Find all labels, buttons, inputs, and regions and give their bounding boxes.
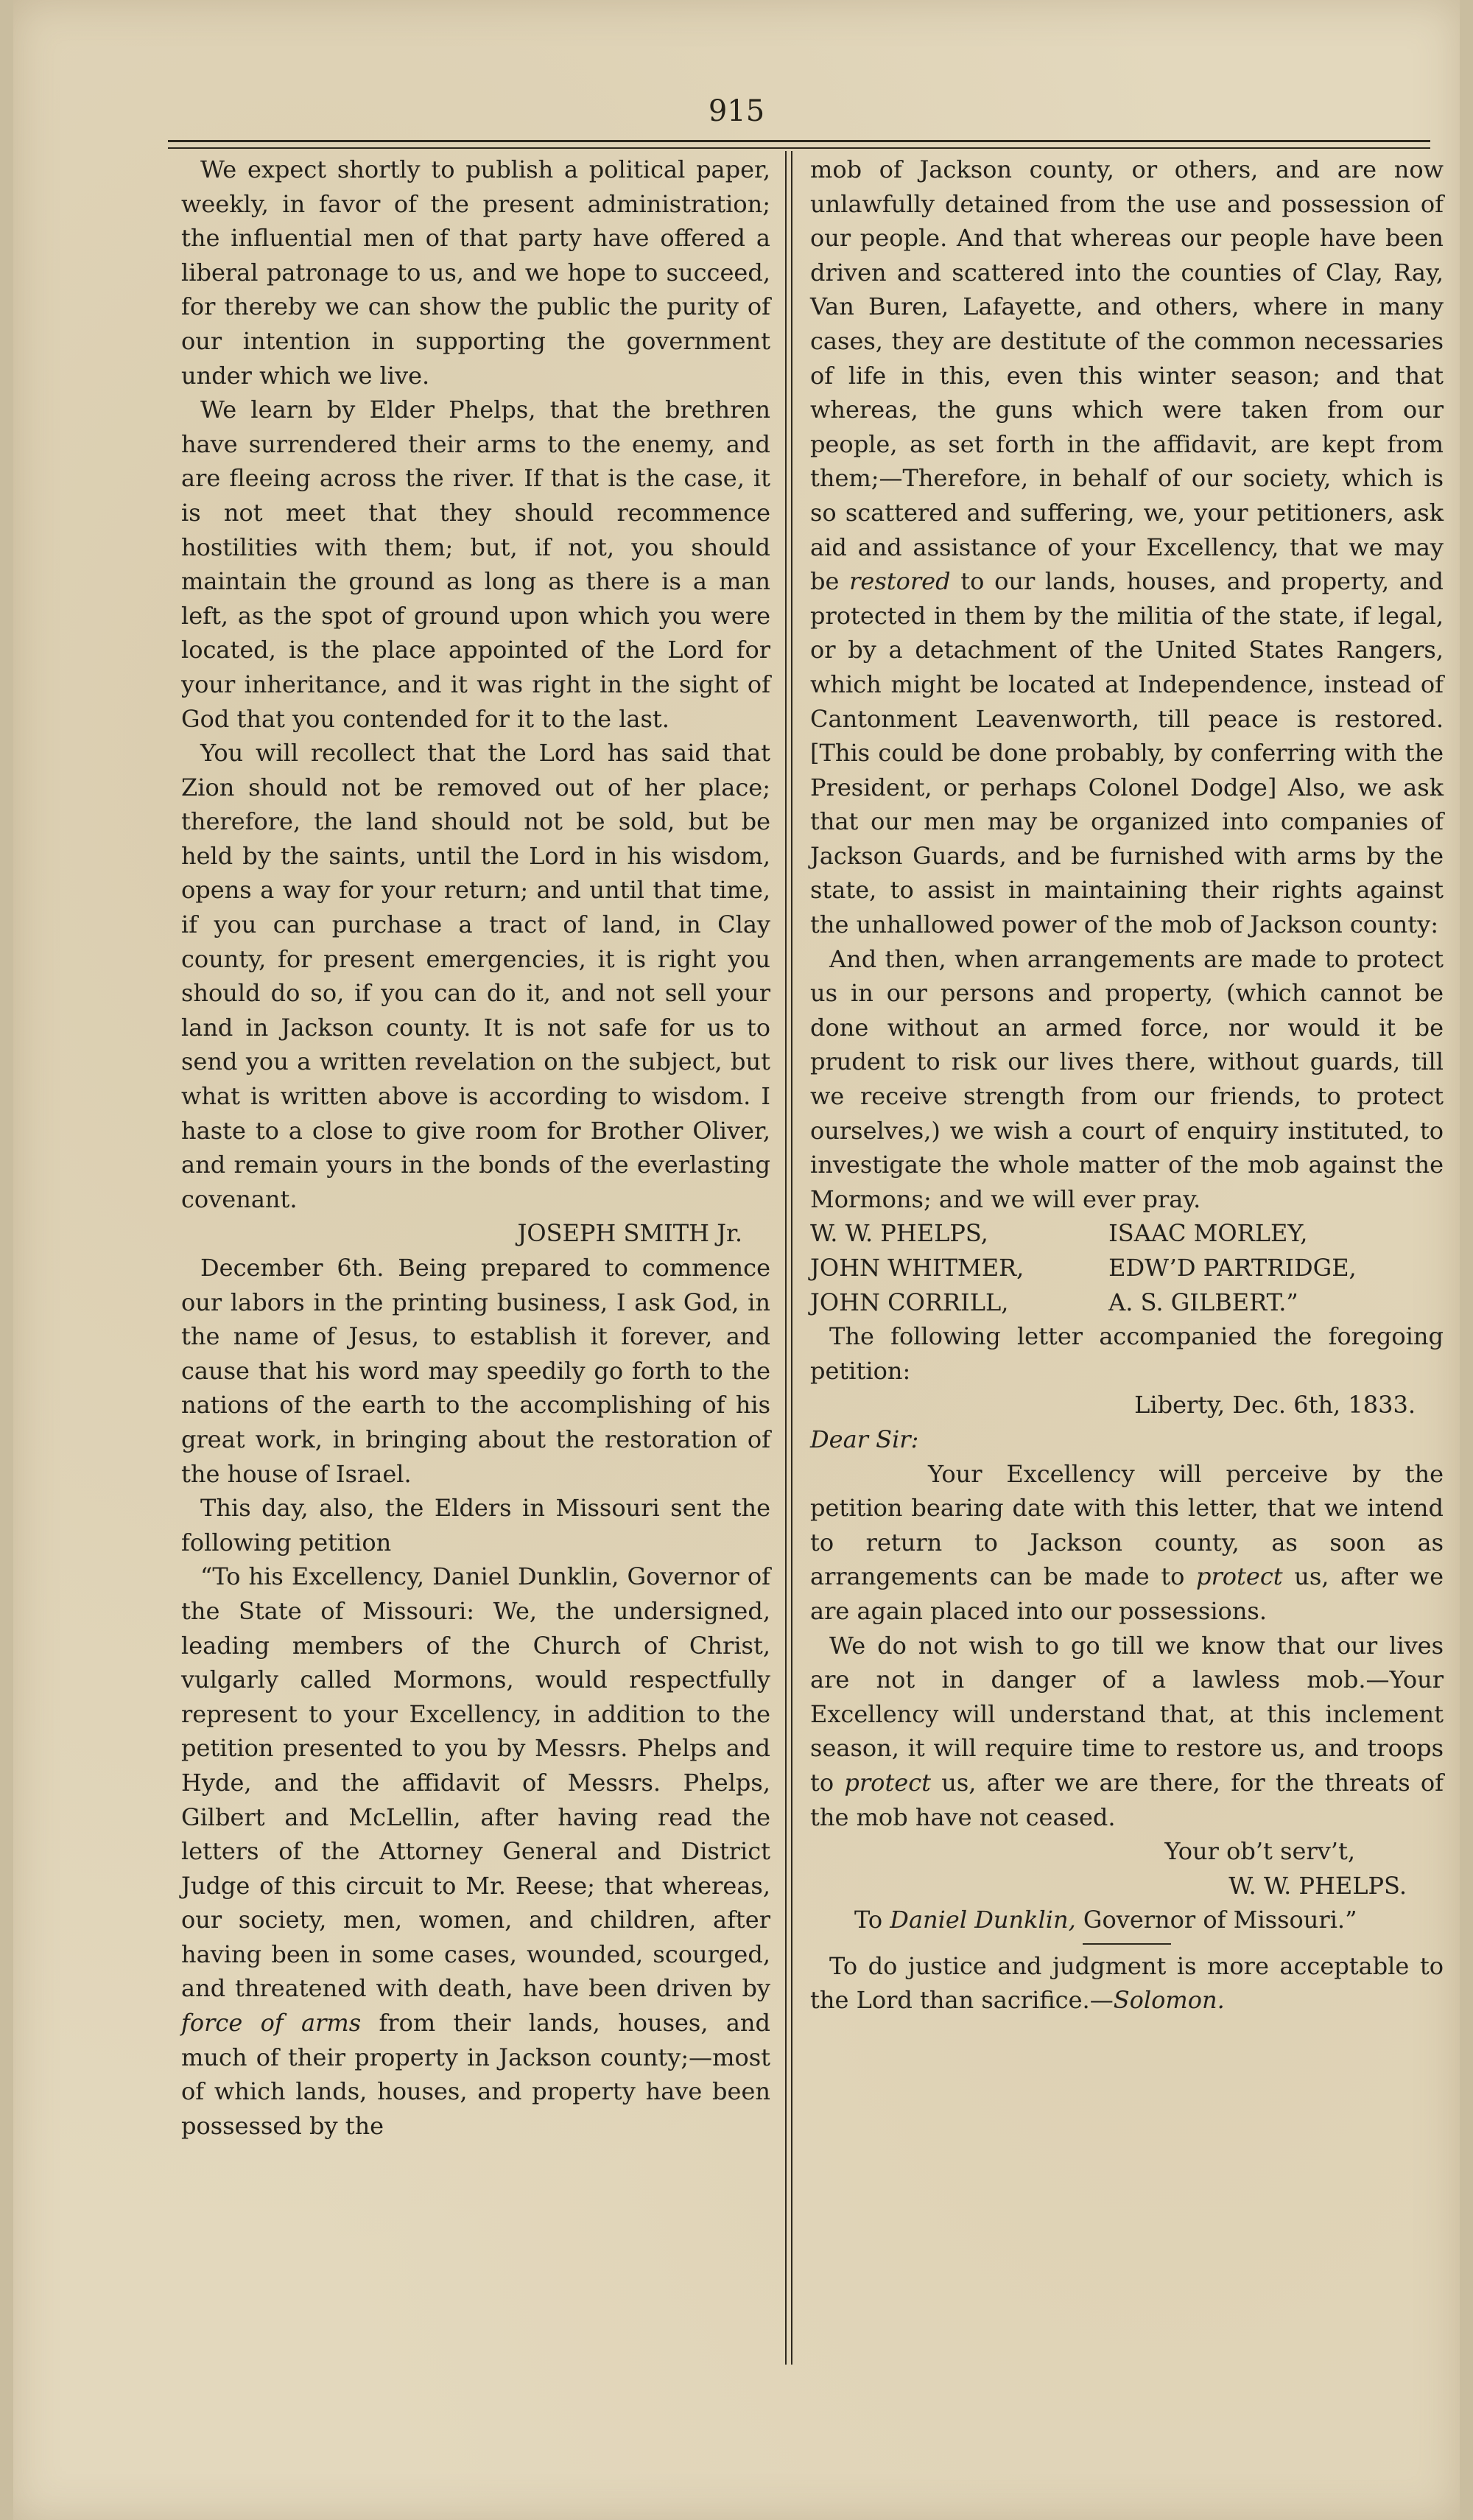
left-column xyxy=(181,152,770,2143)
signer-name: A. S. GILBERT.” xyxy=(1108,1288,1298,1316)
letter-body-2-emphasis: protect xyxy=(844,1768,932,1797)
signer-name: JOHN CORRILL, xyxy=(810,1288,1009,1316)
address-rest: Governor of Missouri.” xyxy=(1075,1906,1357,1934)
petition-cont-text-b: to our lands, houses, and property, and protected in them by the militia of the state, if legal, or by a detachment of the United States Rangers, which might be located at Independence, instead of Cantonment Leavenworth, till peace is restored. [This could be done probably, by conferring with the President, or perhaps Colonel Dodge] Also, we ask that our men may be organized into companies of Jackson Guards, and be furnished with arms by the state, to assist in maintaining their rights against the unhallowed power of the mob of Jackson county: xyxy=(810,567,1444,939)
salutation-text: Dear Sir: xyxy=(810,1425,919,1453)
petition-cont-emphasis: restored xyxy=(849,567,951,596)
letter-closing: Your ob’t serv’t, xyxy=(1164,1837,1355,1866)
letter-body-1-emphasis: protect xyxy=(1196,1562,1283,1591)
paragraph-elder-phelps: We learn by Elder Phelps, that the brethren have surrendered their arms to the enemy, and are fleeing across the river. If that is the case, it is not meet that they should recommence hostilities with them; but, if not, you should maintain the ground as long as there is a man left, as the spot of ground upon which you were located, is the place appointed of the Lord for your inheritance, and it was right in the sight of God that you contended for it to the last. xyxy=(181,396,770,733)
paragraph-december-6th: December 6th. Being prepared to commence our labors in the printing business, I ask God, in the name of Jesus, to establish it forever, and cause that his word may speedily go forth to the nations of the earth to the accomplishing of his great work, in bringing about the restoration of the house of Israel. xyxy=(181,1254,770,1488)
signer-name: EDW’D PARTRIDGE, xyxy=(1108,1254,1357,1282)
paragraph-petition-continued xyxy=(810,152,1444,942)
letter-salutation xyxy=(810,1422,1444,1457)
paragraph-petition-start xyxy=(181,1559,770,2143)
column-divider-second xyxy=(791,151,792,2365)
right-column xyxy=(810,152,1444,2018)
page xyxy=(13,0,1460,2520)
page-number: 915 xyxy=(708,94,765,128)
paragraph-solomon-quote xyxy=(810,1949,1444,2018)
signer-name: ISAAC MORLEY, xyxy=(1108,1219,1308,1248)
signers-row xyxy=(810,1251,1444,1285)
signer-name: JOHN WHITMER, xyxy=(810,1254,1024,1282)
column-divider xyxy=(785,151,787,2365)
signature-joseph-smith: JOSEPH SMITH Jr. xyxy=(517,1219,742,1248)
section-rule xyxy=(1083,1943,1171,1945)
letter-body-1-a: Your Excellency will perceive by the petition bearing date with this letter, that we intend to return to Jackson county, as soon as arrangements can be made to xyxy=(810,1459,1444,1591)
paragraph-letter-intro: The following letter accompanied the foregoing petition: xyxy=(810,1322,1444,1385)
petition-text-b: from their lands, houses, and much of their property in Jackson county;—most of which lands, houses, and property have been possessed by the xyxy=(181,2009,770,2140)
header-rule-thin xyxy=(168,147,1430,149)
letter-body-1-b: us, after we are again placed into our possessions. xyxy=(810,1562,1444,1625)
letter-dateline: Liberty, Dec. 6th, 1833. xyxy=(1134,1391,1416,1419)
signers-table xyxy=(810,1216,1444,1319)
paragraph-court-of-enquiry: And then, when arrangements are made to protect us in our persons and property, (which cannot be done without an armed force, nor would it be prudent to risk our lives there, without guards, till we receive strength from our friends, to protect ourselves,) we wish a court of enquiry instituted, to investigate the whole matter of the mob against the Mormons; and we will ever pray. xyxy=(810,944,1444,1213)
letter-address xyxy=(810,1903,1444,1937)
signers-row xyxy=(810,1285,1444,1320)
paragraph-political-paper: We expect shortly to publish a political paper, weekly, in favor of the present administration; the influential men of that party have offered a liberal patronage to us, and we hope to succeed, for thereby we can show the public the purity of our intention in supporting the government under which we live. xyxy=(181,155,770,390)
letter-signature: W. W. PHELPS. xyxy=(1228,1871,1407,1900)
signer-name: W. W. PHELPS, xyxy=(810,1219,988,1248)
petition-emphasis: force of arms xyxy=(181,2009,362,2038)
signers-row xyxy=(810,1216,1444,1251)
paragraph-letter-body-1 xyxy=(810,1457,1444,1629)
letter-body-2-a: We do not wish to go till we know that our lives are not in danger of a lawless mob.—Your Excellency will understand that, at this inclement season, it will require time to restore us, and troops to xyxy=(810,1631,1444,1797)
paragraph-petition-intro: This day, also, the Elders in Missouri sent the following petition xyxy=(181,1494,770,1556)
petition-text-a: “To his Excellency, Daniel Dunklin, Governor of the State of Missouri: We, the undersigned, leading members of the Church of Christ, vulgarly called Mormons, would respectfully represent to your Excellency, in addition to the petition presented to you by Messrs. Phelps and Hyde, and the affidavit of Messrs. Phelps, Gilbert and McLellin, after having read the letters of the Attorney General and District Judge of this circuit to Mr. Reese; that whereas, our society, men, women, and children, after having been in some cases, wounded, scourged, and threatened with death, have been driven by xyxy=(181,1562,770,2003)
quote-author: Solomon. xyxy=(1113,1986,1225,2015)
quote-text: To do justice and judgment is more acceptable to the Lord than sacrifice.— xyxy=(810,1951,1444,2015)
paragraph-letter-body-2 xyxy=(810,1629,1444,1835)
letter-body-2-b: us, after we are there, for the threats of the mob have not ceased. xyxy=(810,1768,1444,1831)
header-rule xyxy=(168,140,1430,142)
paragraph-zion: You will recollect that the Lord has said that Zion should not be removed out of her place; therefore, the land should not be sold, but be held by the saints, until the Lord in his wisdom, opens a way for your return; and until that time, if you can purchase a tract of land, in Clay county, for present emergencies, it is right you should do so, if you can do it, and not sell your land in Jackson county. It is not safe for us to send you a written revelation on the subject, but what is written above is according to wisdom. I haste to a close to give room for Brother Oliver, and remain yours in the bonds of the everlasting covenant. xyxy=(181,739,770,1213)
address-to: To xyxy=(854,1906,890,1934)
address-name: Daniel Dunklin, xyxy=(890,1906,1076,1934)
petition-cont-text-a: mob of Jackson county, or others, and are now unlawfully detained from the use and possession of our people. And that whereas our people have been driven and scattered into the counties of Clay, Ray, Van Buren, Lafayette, and others, where in many cases, they are destitute of the common necessaries of life in this, even this winter season; and that whereas, the guns which were taken from our people, as set forth in the affidavit, are kept from them;—Therefore, in behalf of our society, which is so scattered and suffering, we, your petitioners, ask aid and assistance of your Excellency, that we may be xyxy=(810,155,1444,596)
